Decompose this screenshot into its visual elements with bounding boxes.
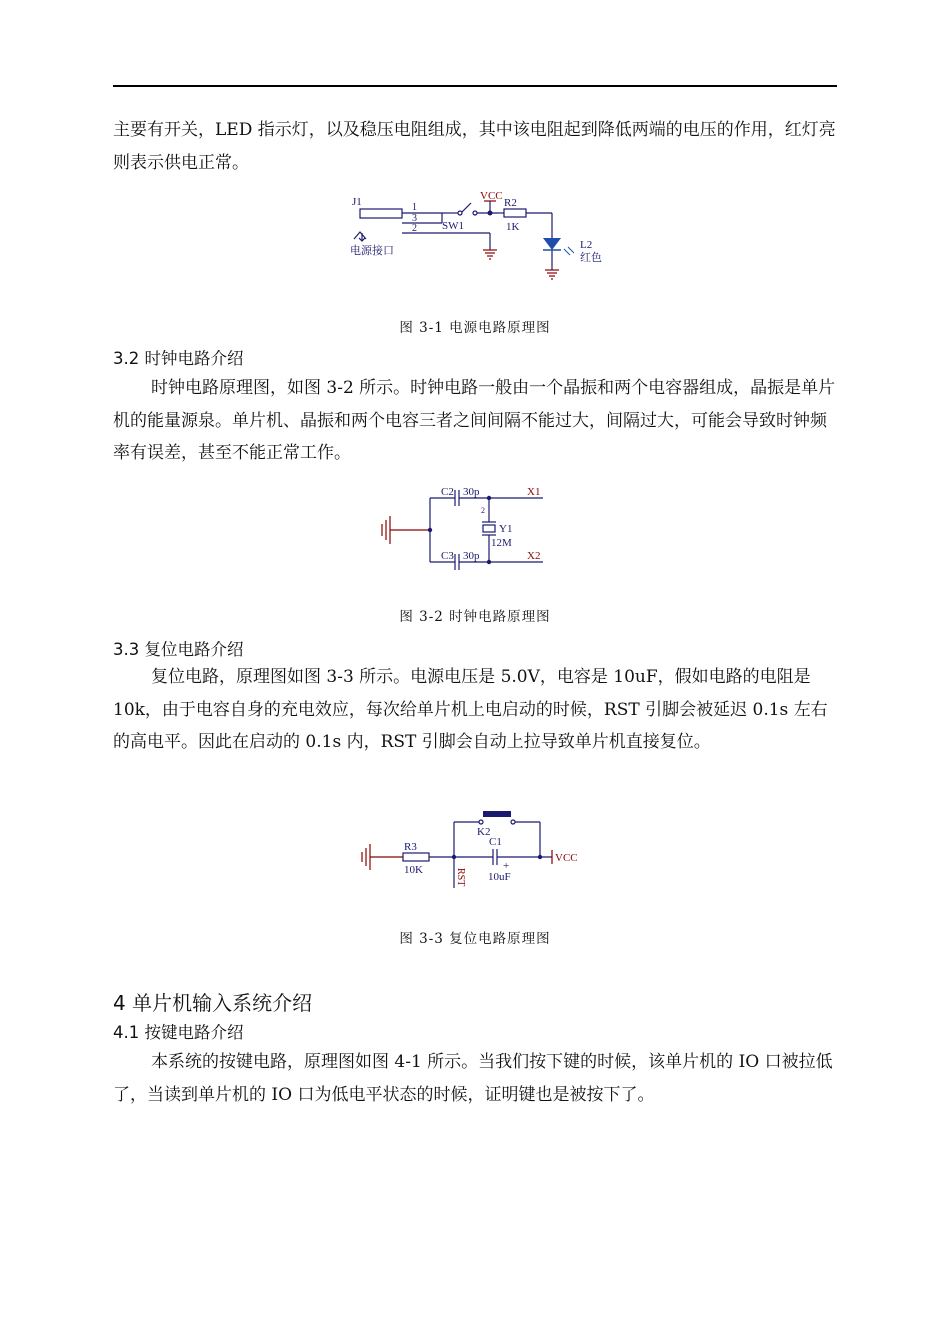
k2-label: K2 — [477, 826, 491, 838]
c1-label: C1 — [489, 836, 502, 848]
figure-3-3-reset-circuit — [355, 800, 595, 900]
heading-3-2: 3.2 时钟电路介绍 — [113, 349, 244, 368]
heading-4-1: 4.1 按键电路介绍 — [113, 1023, 244, 1042]
vcc-junction-dot — [538, 855, 542, 859]
r3-value: 10K — [404, 864, 423, 876]
pin2-label: 2 — [412, 223, 417, 234]
c1-value: 10uF — [488, 871, 511, 883]
y1-crystal — [483, 525, 495, 532]
connector-label: 电源接口 — [350, 245, 394, 257]
r2-label: R2 — [504, 197, 517, 209]
paragraph-power: 主要有开关，LED 指示灯，以及稳压电阻组成，其中该电阻起到降低两端的电压的作用，红灯亮则表示供电正常。 — [113, 120, 836, 173]
y1-pin-label: 2 — [481, 506, 485, 515]
paragraph-key: 本系统的按键电路，原理图如图 4-1 所示。当我们按下键的时候，该单片机的 IO 口被拉低了，当读到单片机的 IO 口为低电平状态的时候，证明键也是被按下了。 — [113, 1052, 833, 1105]
pin1-label: 1 — [412, 202, 417, 213]
c2-value: 30p — [463, 486, 480, 498]
c2-label: C2 — [441, 486, 454, 498]
j1-label: J1 — [352, 196, 362, 208]
l2-label: L2 — [580, 239, 593, 251]
c3-junction-dot — [487, 560, 491, 564]
rst-junction-dot — [452, 855, 456, 859]
vcc-label: VCC — [555, 852, 578, 864]
c3-value: 30p — [463, 550, 480, 562]
x1-label: X1 — [527, 486, 541, 498]
sw1-label: SW1 — [442, 220, 464, 232]
caption-fig-3-1: 图 3-1 电源电路原理图 — [399, 320, 551, 336]
x2-label: X2 — [527, 550, 541, 562]
y1-label: Y1 — [499, 523, 513, 535]
c3-label: C3 — [441, 550, 454, 562]
r2-resistor — [504, 209, 526, 217]
caption-fig-3-2: 图 3-2 时钟电路原理图 — [399, 609, 551, 625]
paragraph-clock: 时钟电路原理图，如图 3-2 所示。时钟电路一般由一个晶振和两个电容器组成，晶振是单片机的能量源泉。单片机、晶振和两个电容三者之间间隔不能过大，间隔过大，可能会导致时钟频率有误差，甚至不能正常工作。 — [113, 378, 836, 463]
k2-button-cap — [483, 811, 511, 817]
vcc-label: VCC — [480, 190, 503, 202]
c1-plus: + — [503, 860, 510, 872]
header-rule — [113, 85, 837, 87]
figure-3-1-power-circuit — [340, 188, 620, 293]
vcc-junction-dot — [488, 211, 493, 216]
y1-value: 12M — [491, 537, 512, 549]
r3-label: R3 — [404, 841, 417, 853]
caption-fig-3-3: 图 3-3 复位电路原理图 — [399, 931, 551, 947]
pin3-label: 3 — [412, 213, 417, 224]
heading-3-3: 3.3 复位电路介绍 — [113, 640, 244, 659]
l2-color: 红色 — [580, 252, 602, 264]
r2-value: 1K — [506, 221, 520, 233]
j1-connector-body — [360, 209, 402, 218]
paragraph-reset: 复位电路，原理图如图 3-3 所示。电源电压是 5.0V，电容是 10uF，假如电路的电阻是 10k，由于电容自身的充电效应，每次给单片机上电启动的时候，RST 引脚会被延迟 0.1s 左右的高电平。因此在启动的 0.1s 内，RST 引脚会自动上拉导致单片机直接复位。 — [113, 667, 828, 752]
ground-junction-dot — [428, 528, 432, 532]
r3-resistor — [403, 853, 429, 861]
rst-label: RST — [455, 868, 466, 887]
l2-led-triangle — [543, 238, 561, 250]
figure-3-2-clock-circuit — [375, 480, 555, 575]
c2-junction-dot — [487, 496, 491, 500]
heading-4: 4 单片机输入系统介绍 — [113, 991, 313, 1015]
